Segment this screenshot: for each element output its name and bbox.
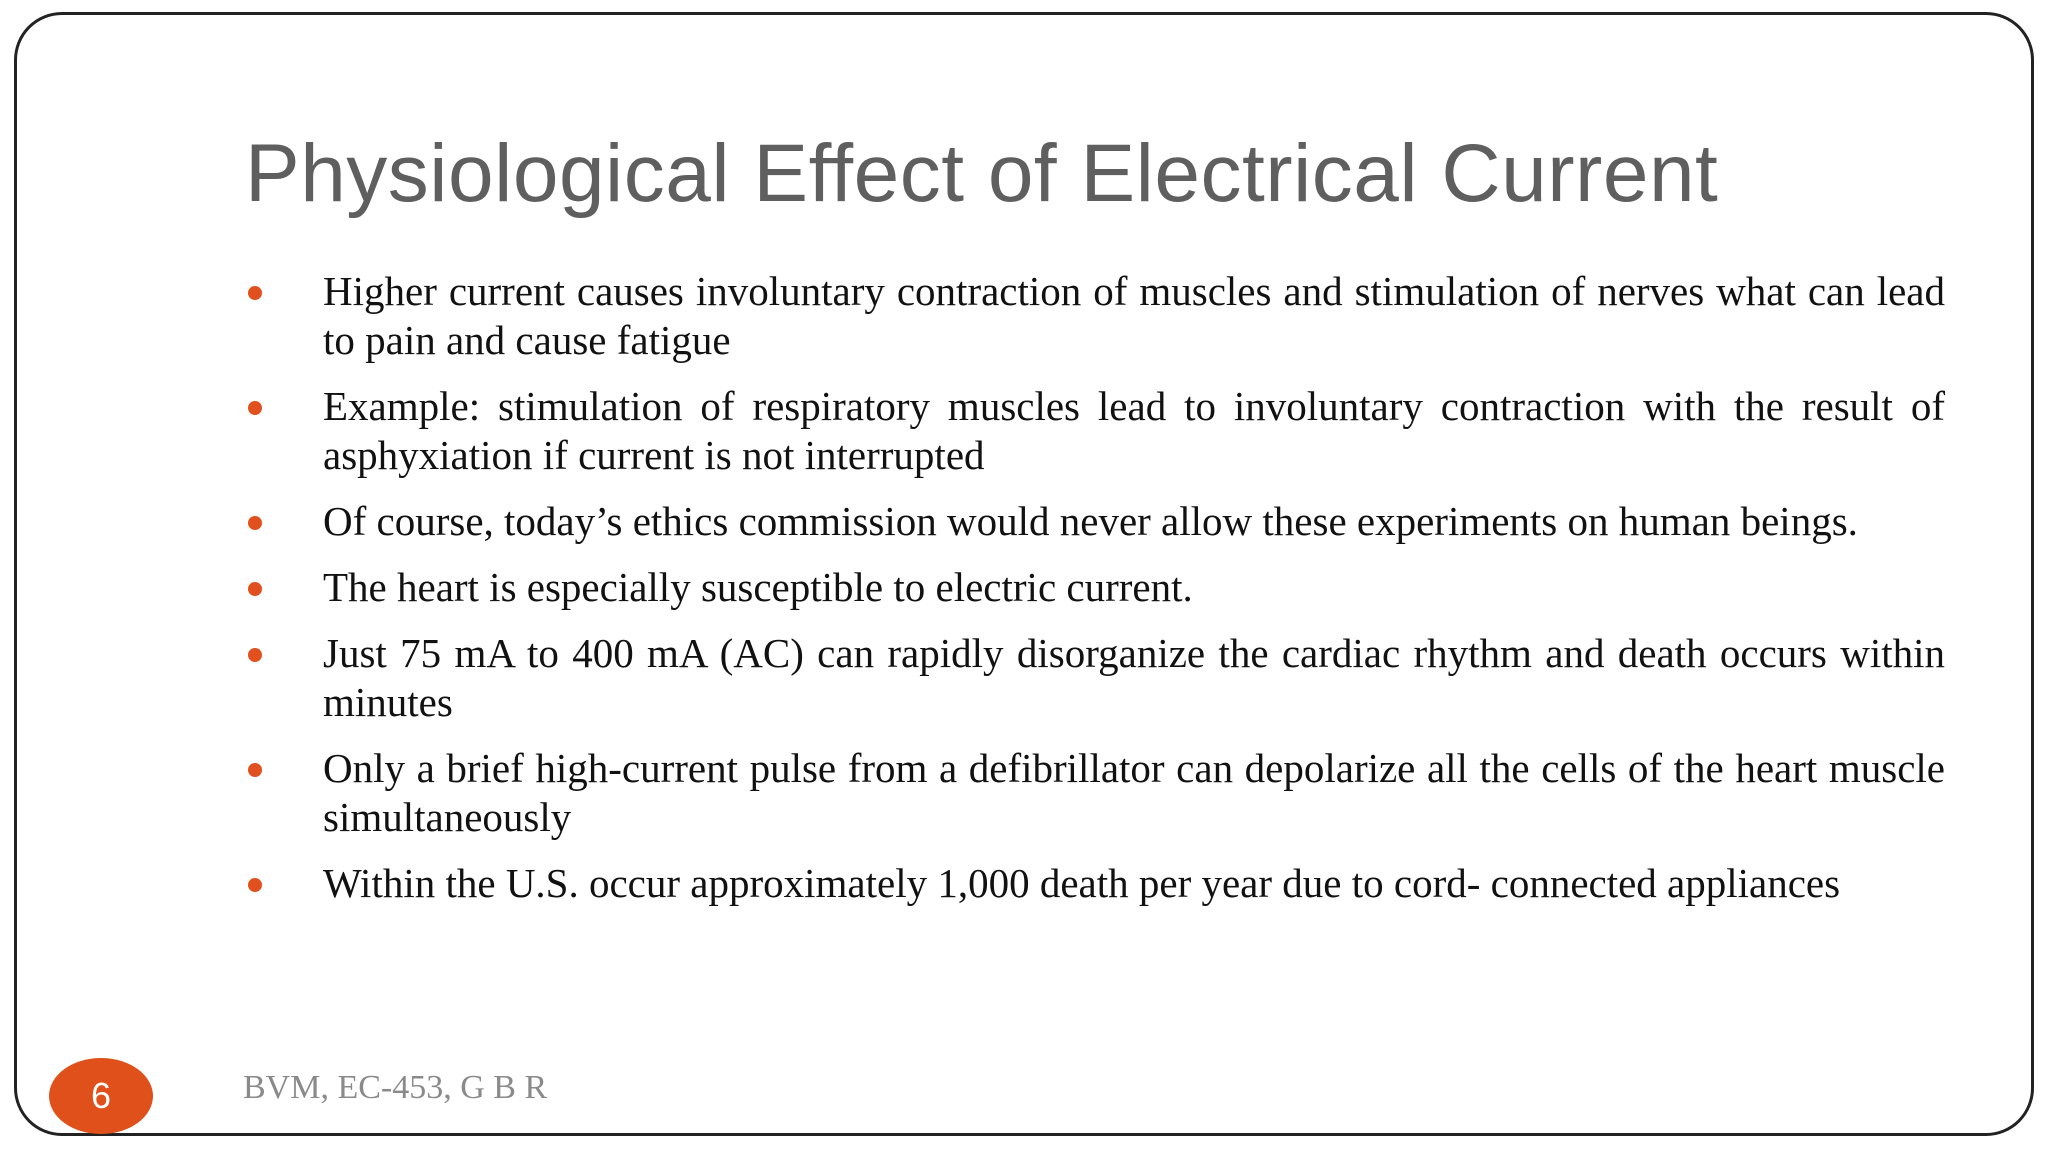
bullet-text: Of course, today’s ethics commission would never allow these experiments on human beings. — [323, 498, 1858, 544]
bullet-item — [243, 497, 1945, 546]
bullet-item — [243, 267, 1945, 365]
page-number-badge — [49, 1058, 153, 1134]
bullet-text: Higher current causes involuntary contraction of muscles and stimulation of nerves what can lead to pain and cause fatigue — [323, 268, 1945, 363]
bullet-item — [243, 382, 1945, 480]
slide-title: Physiological Effect of Electrical Current — [245, 128, 1719, 219]
bullet-dot-icon — [248, 878, 262, 892]
bullet-dot-icon — [248, 648, 262, 662]
footer-text: BVM, EC-453, G B R — [243, 1069, 548, 1106]
bullet-dot-icon — [248, 516, 262, 530]
bullet-list — [243, 267, 1945, 925]
bullet-text: Within the U.S. occur approximately 1,000 death per year due to cord- connected appliances — [323, 860, 1841, 906]
slide-frame — [14, 12, 2034, 1136]
bullet-dot-icon — [248, 286, 262, 300]
bullet-item — [243, 744, 1945, 842]
bullet-dot-icon — [248, 582, 262, 596]
bullet-item — [243, 859, 1945, 908]
bullet-item — [243, 563, 1945, 612]
bullet-text: Example: stimulation of respiratory muscles lead to involuntary contraction with the result of asphyxiation if current is not interrupted — [323, 383, 1945, 478]
page-number: 6 — [90, 1075, 112, 1116]
bullet-text: Just 75 mA to 400 mA (AC) can rapidly disorganize the cardiac rhythm and death occurs within minutes — [323, 630, 1945, 725]
bullet-dot-icon — [248, 401, 262, 415]
bullet-text: The heart is especially susceptible to electric current. — [323, 564, 1193, 610]
bullet-text: Only a brief high-current pulse from a defibrillator can depolarize all the cells of the heart muscle simultaneously — [323, 745, 1945, 840]
bullet-dot-icon — [248, 763, 262, 777]
bullet-item — [243, 629, 1945, 727]
